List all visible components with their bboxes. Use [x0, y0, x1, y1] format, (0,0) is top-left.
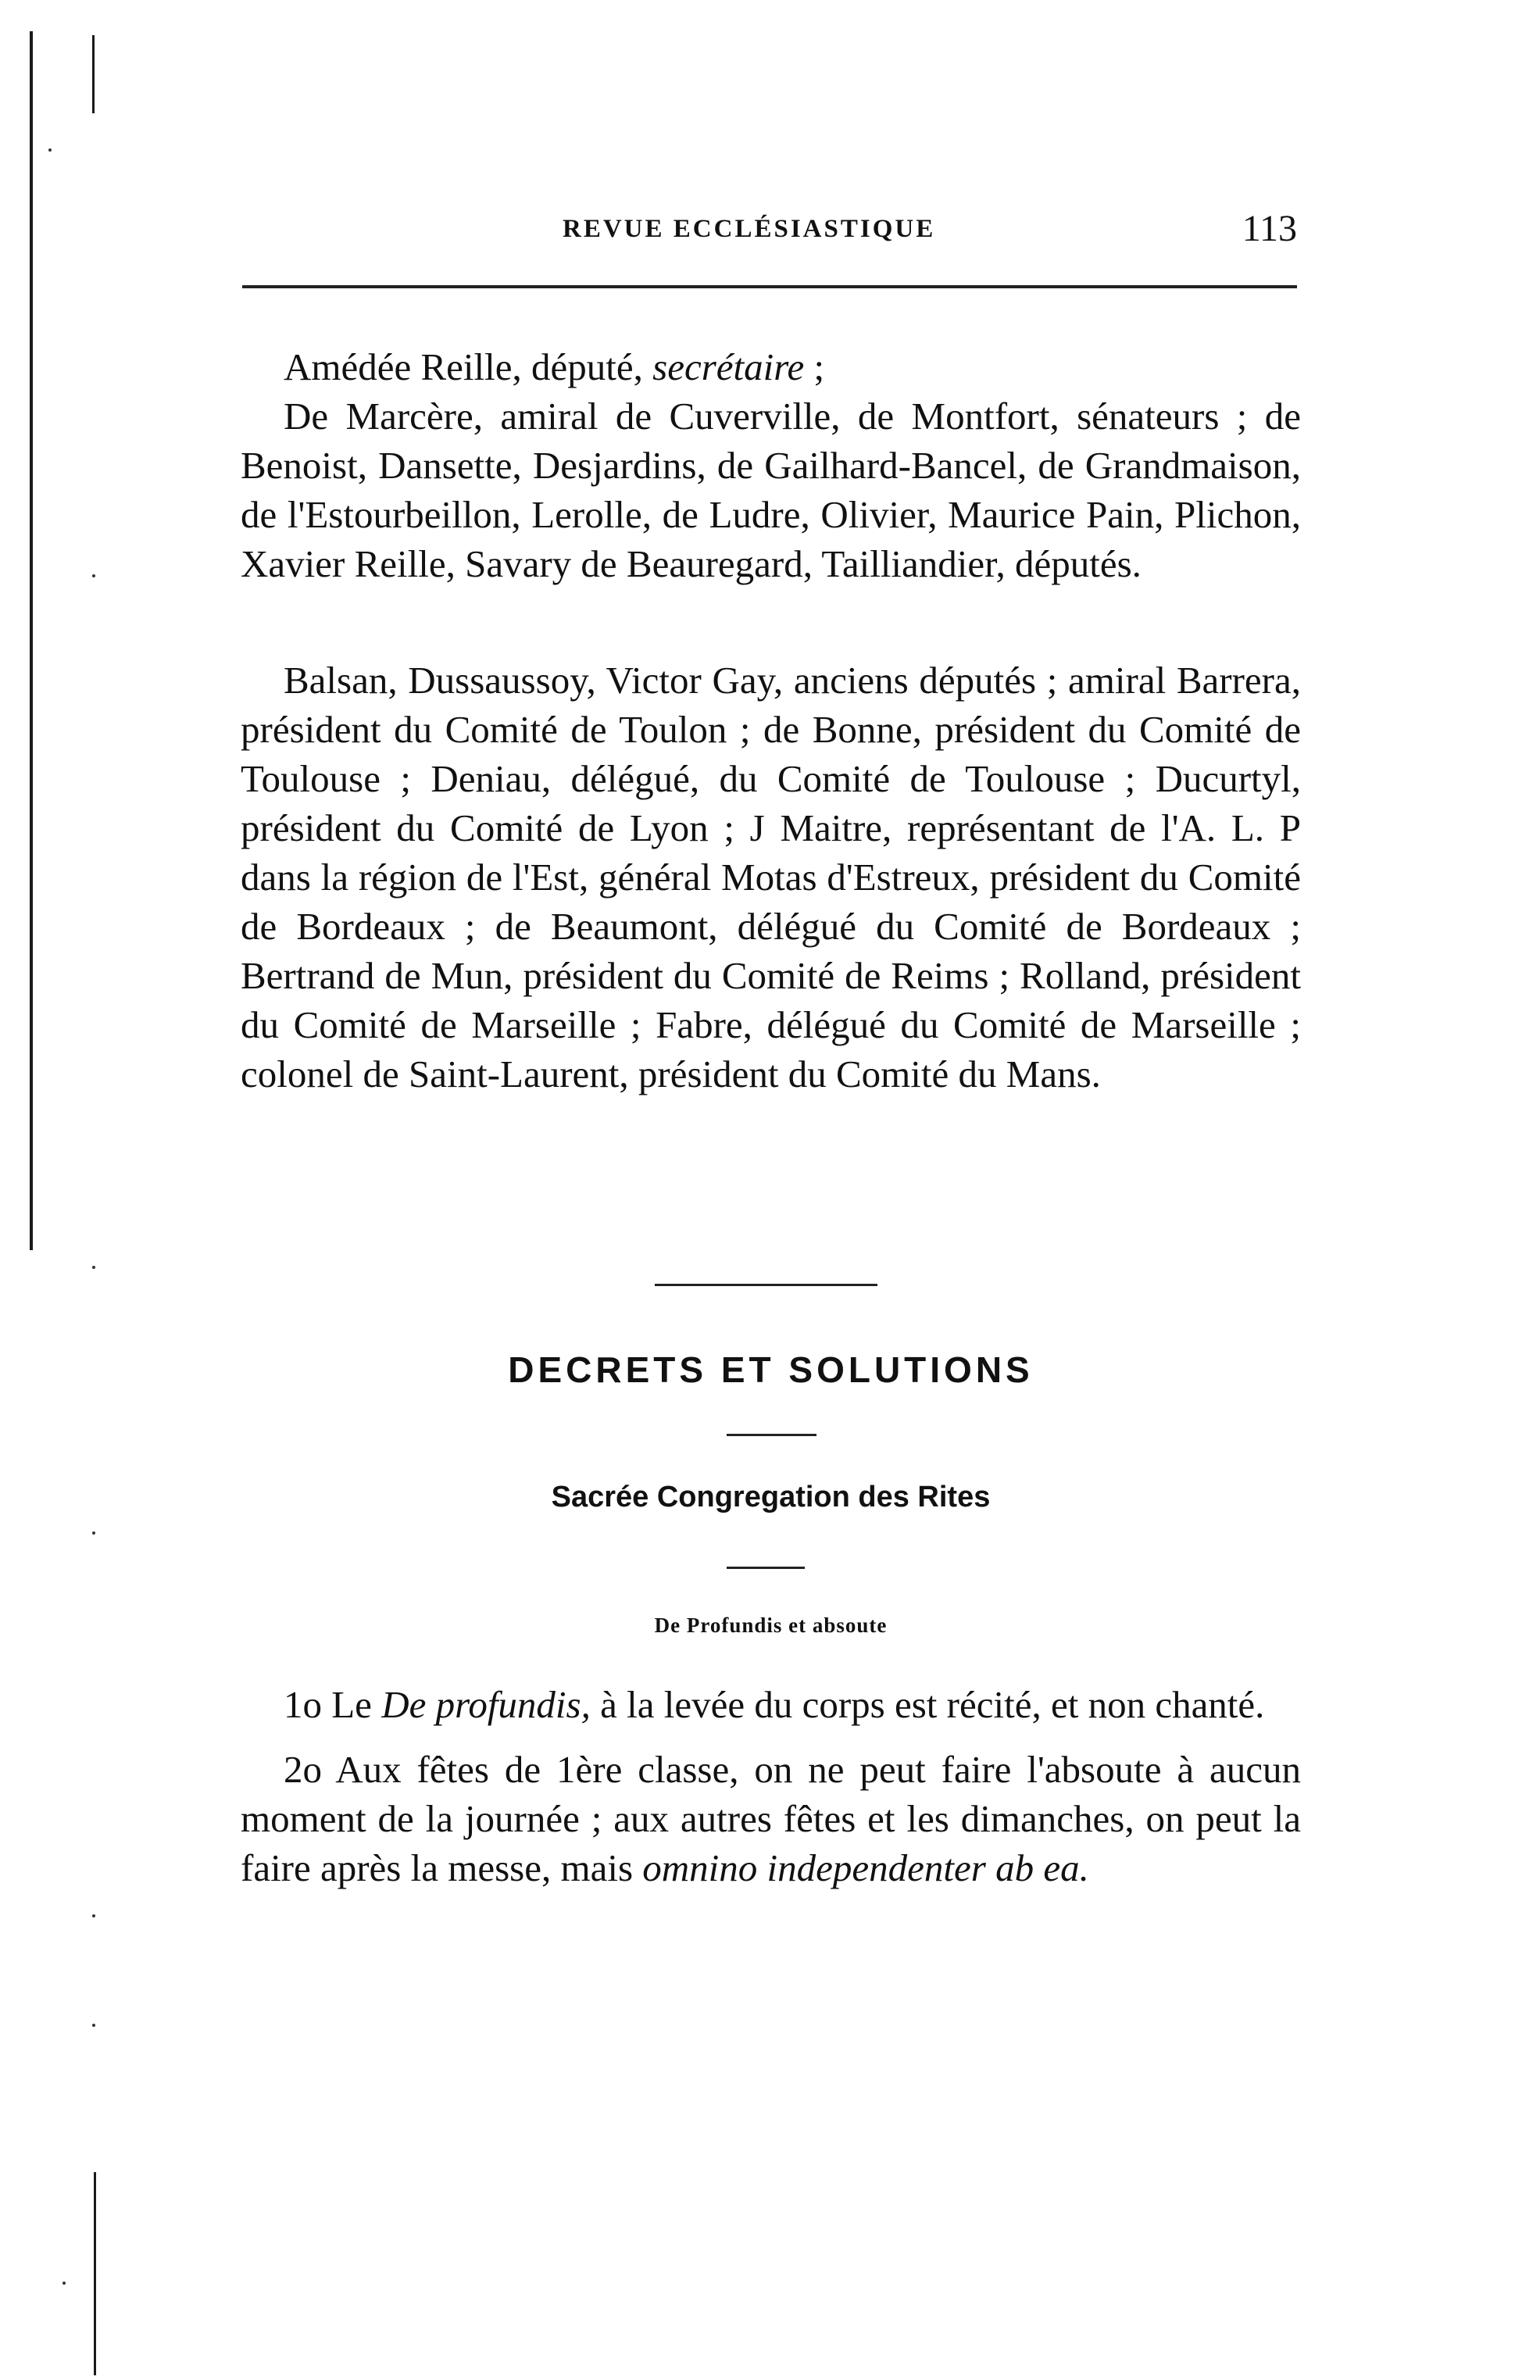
scan-margin-dot — [92, 2024, 95, 2027]
paragraph-senators-deputies: De Marcère, amiral de Cuverville, de Montfort, sénateurs ; de Benoist, Dansette, Desjardins, de Gailhard-Bancel, de Grandmaison, de l'Estourbeillon, Lerolle, de Ludre, Olivier, Maurice Pain, Plichon, Xavier Reille, Savary de Beauregard, Tailliandier, députés. — [241, 395, 1301, 585]
paragraph-secretary — [241, 342, 1301, 391]
scan-margin-dot — [92, 574, 95, 577]
italic-text: secrétaire — [652, 345, 805, 388]
paragraph-text: à la levée du corps est récité, et non chanté. — [590, 1683, 1265, 1726]
decrees-block — [241, 1680, 1301, 1908]
page-number: 113 — [1242, 208, 1297, 249]
scan-margin-dot — [92, 1914, 95, 1917]
scan-margin-dot — [92, 1266, 95, 1269]
subsection-title: Sacrée Congregation des Rites — [551, 1481, 991, 1513]
italic-text: omnino independenter ab ea. — [642, 1846, 1089, 1889]
paragraph-committees: Balsan, Dussaussoy, Victor Gay, anciens députés ; amiral Barrera, président du Comité de Toulon ; de Bonne, président du Comité de Toulouse ; Deniau, délégué, du Comité de Toulouse ; Ducurtyl, président du Comité de Lyon ; J Maitre, représentant de l'A. L. P dans la région de l'Est, général Motas d'Estreux, président du Comité de Bordeaux ; de Beaumont, délégué du Comité de Bordeaux ; Bertrand de Mun, président du Comité de Reims ; Rolland, président du Comité de Marseille ; Fabre, délégué du Comité de Marseille ; colonel de Saint-Laurent, président du Comité du Mans. — [241, 659, 1301, 1095]
paragraph-text: ; — [804, 345, 825, 388]
running-title: REVUE ECCLÉSIASTIQUE — [563, 215, 936, 243]
scan-margin-dot — [63, 2282, 66, 2285]
paragraph-text: 2o Aux fêtes de 1ère classe, on ne peut faire l'absoute à aucun moment de la journée ; aux autres fêtes et les dimanches, on peut la faire après la messe, mais — [241, 1748, 1301, 1889]
scan-margin-line — [92, 35, 95, 113]
section-divider — [655, 1284, 877, 1286]
member-list-block — [241, 342, 1301, 588]
scan-margin-dot — [48, 148, 52, 152]
decree-item-1 — [241, 1680, 1301, 1729]
scan-margin-line — [94, 2172, 96, 2375]
section-title: DECRETS ET SOLUTIONS — [508, 1349, 1034, 1390]
italic-text: De profundis, — [381, 1683, 591, 1726]
scan-margin-dot — [92, 1531, 95, 1535]
title-divider — [727, 1434, 816, 1436]
paragraph-text: Amédée Reille, député, — [284, 345, 653, 388]
decree-item-2 — [241, 1745, 1301, 1892]
header-rule — [242, 285, 1297, 288]
scan-margin-line — [30, 31, 33, 1250]
committees-block — [241, 656, 1301, 1099]
subtitle-divider — [727, 1567, 805, 1569]
topic-title: De Profundis et absoute — [654, 1613, 888, 1637]
running-head — [242, 207, 1305, 254]
paragraph-text: 1o Le — [284, 1683, 382, 1726]
